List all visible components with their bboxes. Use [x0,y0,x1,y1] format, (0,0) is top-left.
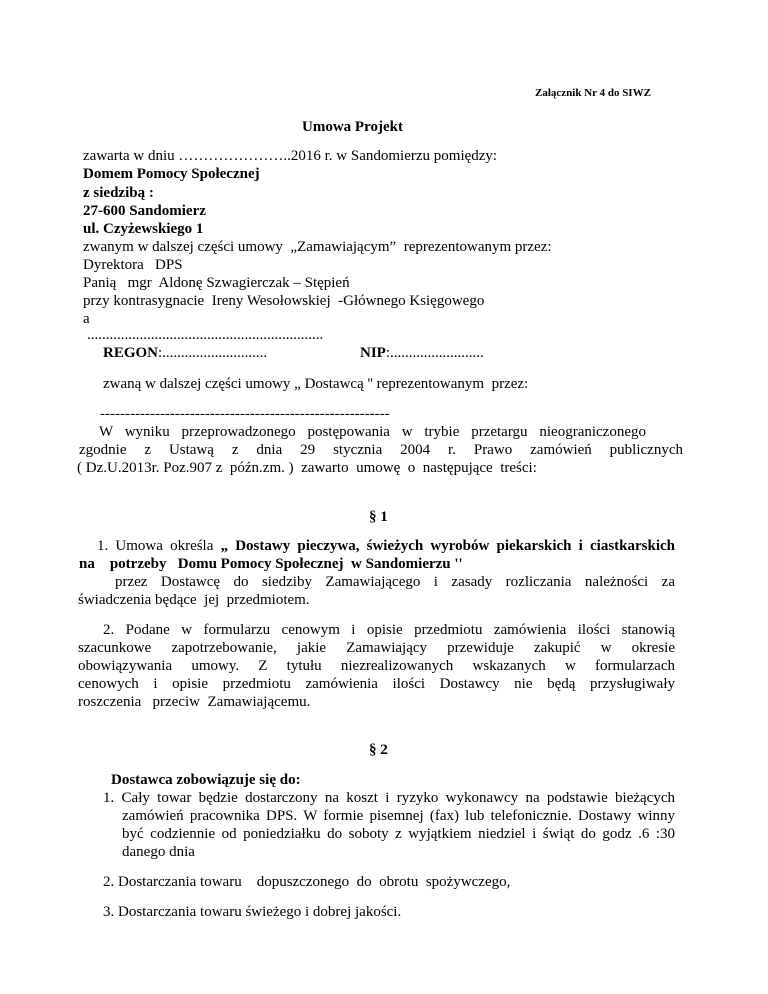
city: 27-600 Sandomierz [83,203,206,219]
dashes-line: ---------------------------------------------------------- [100,406,390,422]
s1-p1-line-4: świadczenia będące jej przedmiotem. [78,592,310,608]
section-2-heading: § 2 [369,742,388,758]
s2-item-2: 2. Dostarczania towaru dopuszczonego do obrotu spożywczego, [103,874,511,890]
s1-p1-bold-1: „ Dostawy pieczywa, świeżych wyrobów piekarskich i ciastkarskich [220,538,676,554]
s2-item-3: 3. Dostarczania towaru świeżego i dobrej jakości. [103,904,402,920]
s1-p2-line-1: 2. Podane w formularzu cenowym i opisie przedmiotu zamówienia ilości stanowią [103,622,675,638]
s1-p1-line-1 [97,537,675,555]
s1-p1-line-3: przez Dostawcę do siedziby Zamawiającego i zasady rozliczania należności za [115,574,675,590]
s2-intro: Dostawca zobowiązuje się do: [111,772,301,788]
dots-line: ............................................................... [87,327,324,343]
nip-label: NIP [360,345,386,361]
section-1-heading: § 1 [369,509,388,525]
s1-p2-line-4: cenowych i opisie przedmiotu zamówienia ilości Dostawcy nie będą przysługiwały [78,676,675,692]
s1-p2-line-5: roszczenia przeciw Zamawiającemu. [78,694,311,710]
regon-line [103,344,267,362]
s2-item-1-line-3: być codziennie od poniedziałku do soboty z wyjątkiem niedziel i świąt do godz .6 :30 [122,826,675,842]
s1-p1-start: 1. Umowa określa [97,538,221,554]
director-line: Dyrektora DPS [83,257,183,273]
s1-p1-bold-2: na potrzeby Domu Pomocy Społecznej w Sandomierzu '' [79,556,463,572]
seat-label: z siedzibą : [83,185,154,201]
attachment-label: Załącznik Nr 4 do SIWZ [535,87,651,99]
supplier-line: zwaną w dalszej części umowy „ Dostawcą '' reprezentowanym przez: [103,376,529,392]
tender-line-3: ( Dz.U.2013r. Poz.907 z późn.zm. ) zawarto umowę o następujące treści: [77,460,537,476]
tender-line-2: zgodnie z Ustawą z dnia 29 stycznia 2004 r. Prawo zamówień publicznych [79,442,683,458]
org-name: Domem Pomocy Społecznej [83,166,260,182]
s2-item-1-line-4: danego dnia [122,844,195,860]
s1-p2-line-2: szacunkowe zapotrzebowanie, jakie Zamawiający przewiduje zakupić w okresie [78,640,675,656]
director-name: Panią mgr Aldonę Szwagierczak – Stępień [83,275,350,291]
document-title: Umowa Projekt [302,119,403,135]
s2-item-1-line-1: 1. Cały towar będzie dostarczony na koszt i ryzyko wykonawcy na podstawie bieżących [103,790,675,806]
ordering-party-line: zwanym w dalszej części umowy „Zamawiającym” reprezentowanym przez: [83,239,552,255]
countersign-line: przy kontrasygnacie Ireny Wesołowskiej -Głównego Księgowego [83,293,485,309]
s2-item-1-line-2: zamówień pracownika DPS. W formie pisemnej (fax) lub telefonicznie. Dostawy winny [122,808,675,824]
conjunction: a [83,311,90,327]
street: ul. Czyżewskiego 1 [83,221,204,237]
tender-line-1: W wyniku przeprowadzonego postępowania w trybie przetargu nieograniczonego [99,424,646,440]
regon-dots: :............................ [158,345,268,361]
nip-line [360,344,484,362]
s1-p2-line-3: obowiązywania umowy. Z tytułu niezrealizowanych wskazanych w formularzach [78,658,675,674]
nip-dots: :......................... [385,345,484,361]
date-line: zawarta w dniu …………………..2016 r. w Sandomierzu pomiędzy: [83,148,498,164]
regon-label: REGON [103,345,159,361]
